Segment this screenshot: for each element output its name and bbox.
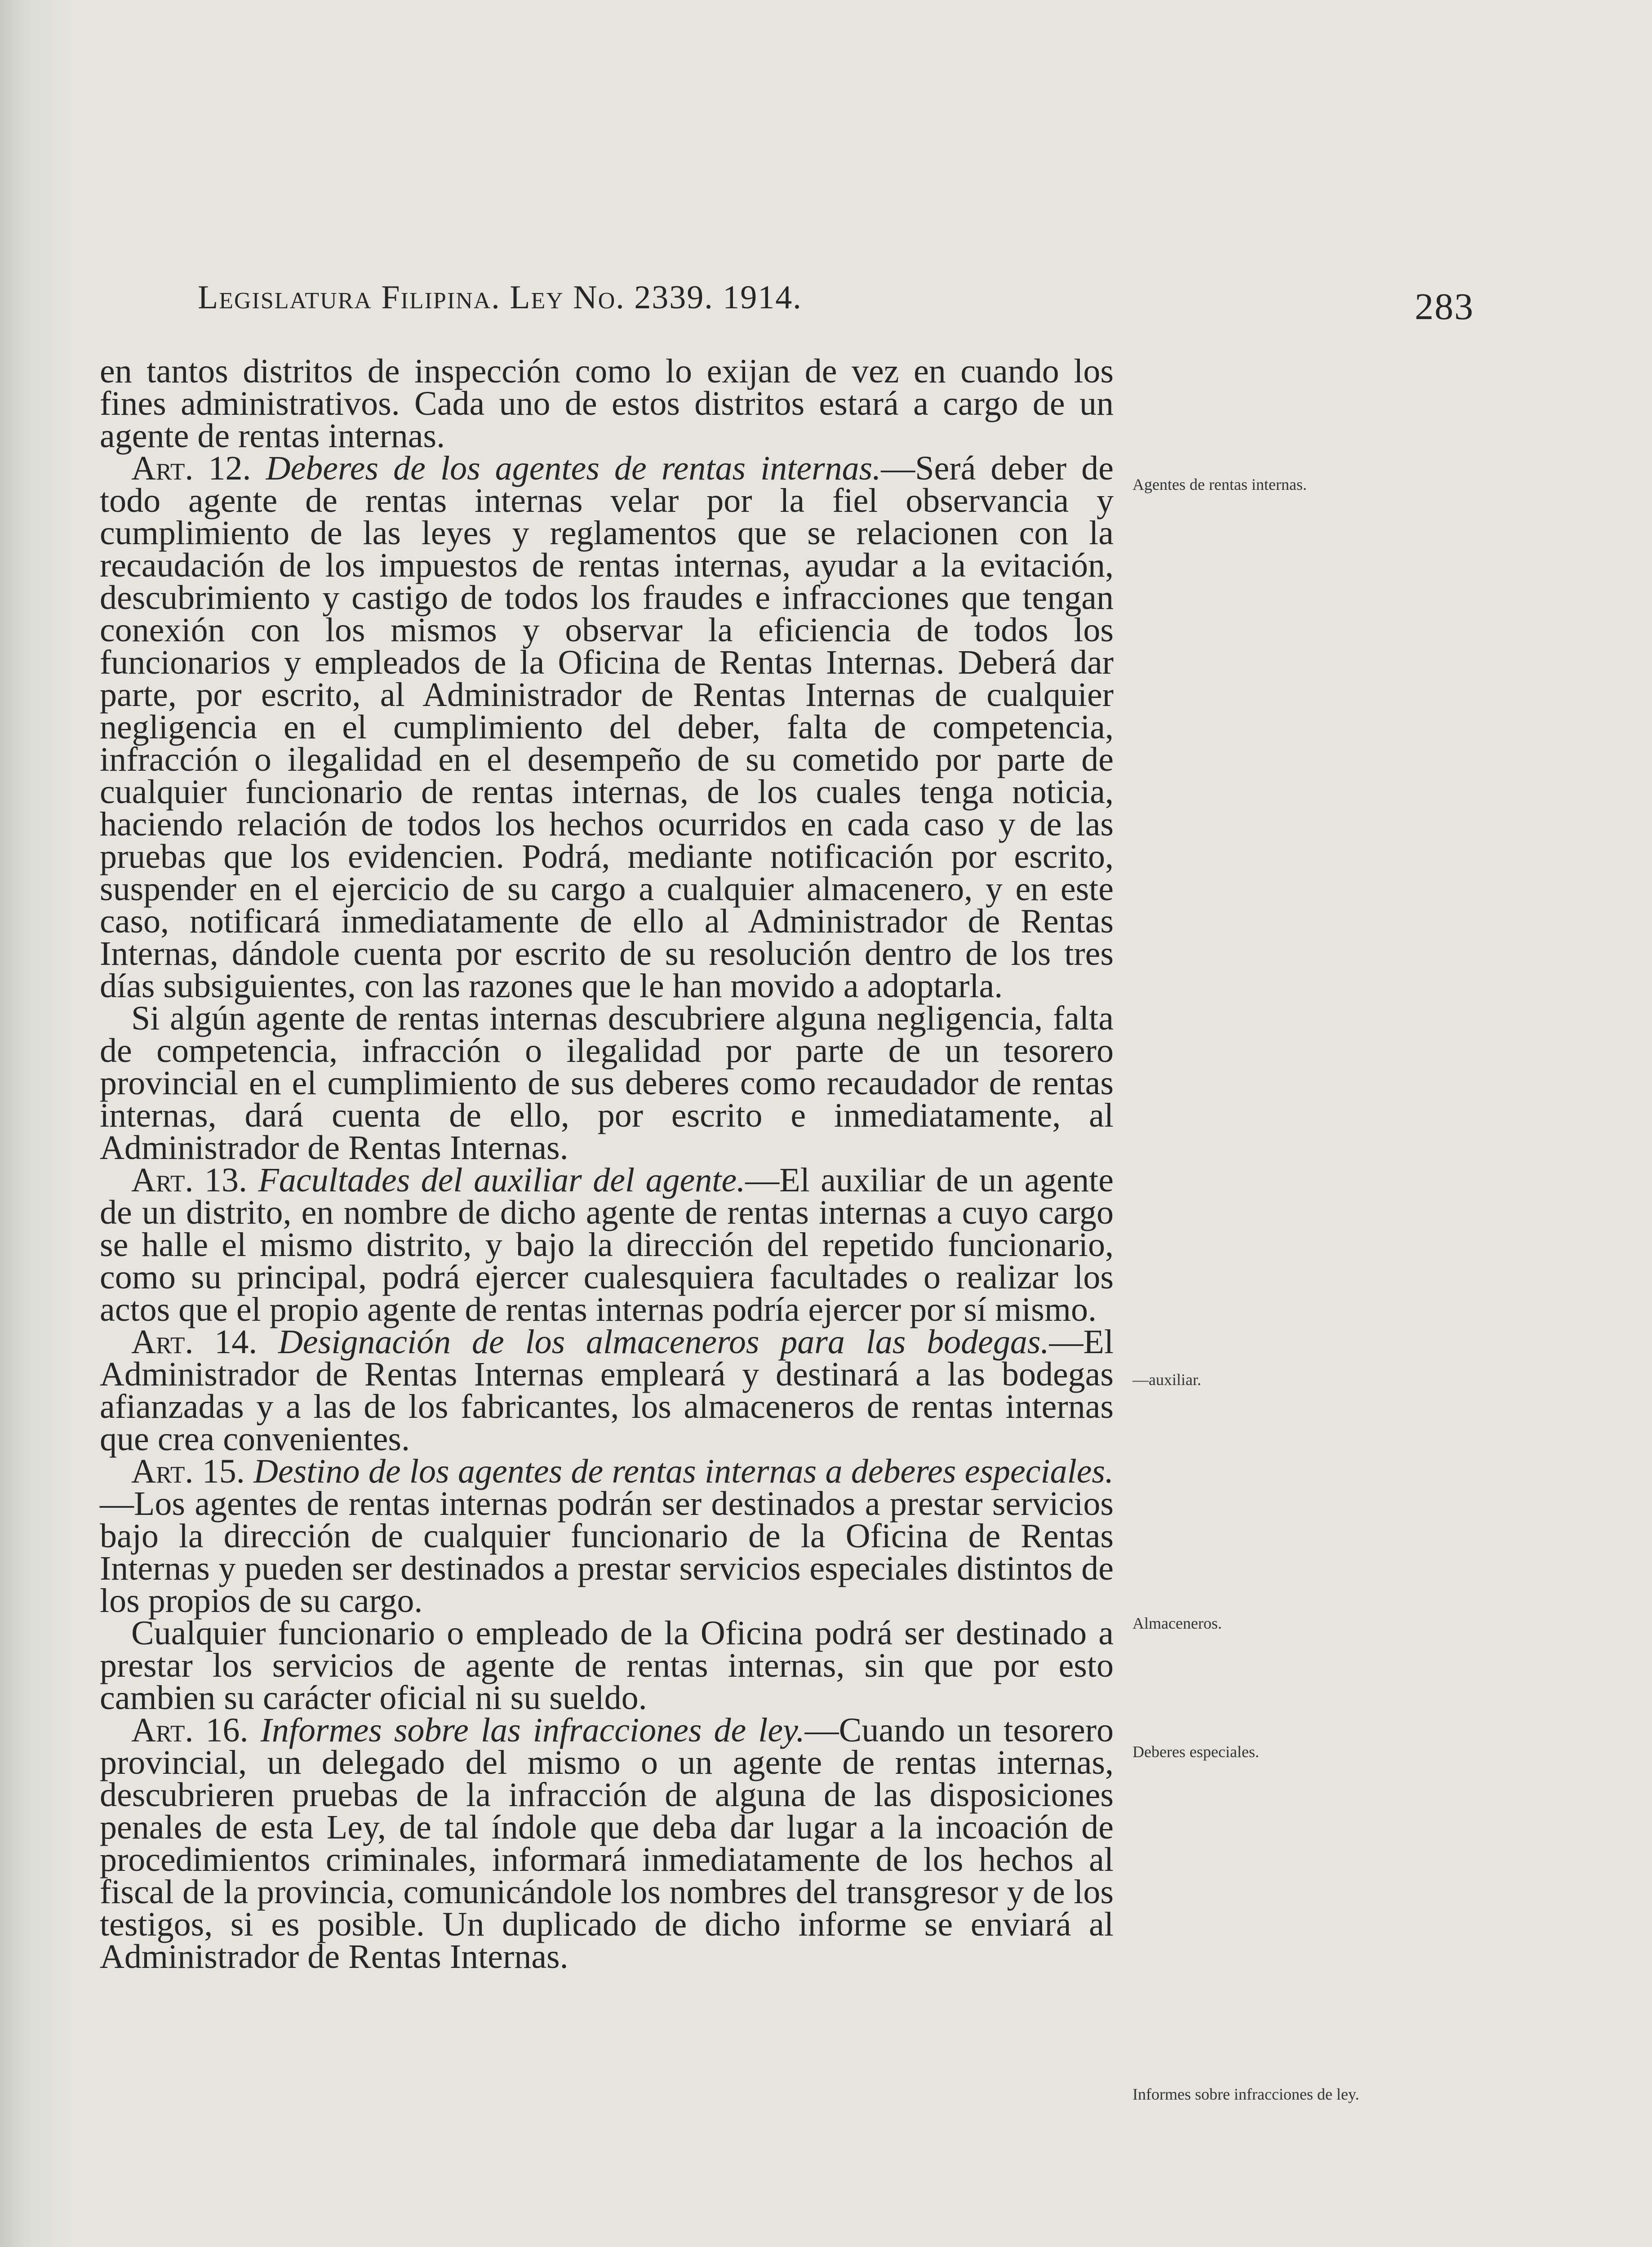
margin-note-informes: Informes sobre infracciones de ley. [1132,2085,1359,2103]
margin-note-auxiliar: —auxiliar. [1132,1371,1201,1389]
article-text: —Los agentes de rentas internas podrán ser destinados a prestar servicios bajo la dirección de cualquier funcionario de la Oficina de Rentas Internas y pueden ser destinados a prestar servicios especiales distintos de los propios de su cargo. [100,1485,1114,1620]
paragraph [100,1614,1114,1717]
body-text [100,352,1114,1976]
article-13 [100,1161,1114,1328]
article-label: Art. 14. [131,1323,258,1361]
article-text: —El Administrador de Rentas Internas empleará y destinará a las bodegas afianzadas y a las de los fabricantes, los almaceneros de rentas internas que crea convenientes. [100,1323,1114,1458]
article-label: Art. 16. [131,1711,249,1749]
article-title: Deberes de los agentes de rentas internas. [266,449,881,487]
margin-note-almaceneros: Almaceneros. [1132,1614,1222,1632]
article-label: Art. 15. [131,1452,245,1490]
article-15 [100,1452,1114,1620]
article-title: Designación de los almaceneros para las bodegas. [278,1323,1049,1361]
paragraph-text: Cualquier funcionario o empleado de la Oficina podrá ser destinado a prestar los servicios de agente de rentas internas, sin que por esto cambien su carácter oficial ni su sueldo. [100,1614,1114,1717]
page-header [198,279,1474,328]
article-14 [100,1323,1114,1458]
paragraph-text: en tantos distritos de inspección como lo exijan de vez en cuando los fines administrativos. Cada uno de estos distritos estará a cargo de un agente de rentas internas. [100,352,1114,455]
paragraph [100,999,1114,1167]
article-text: —Cuando un tesorero provincial, un delegado del mismo o un agente de rentas internas, descubrieren pruebas de la infracción de alguna de las disposiciones penales de esta Ley, de tal índole que deba dar lugar a la incoación de procedimientos criminales, informará inmediatamente de los hechos al fiscal de la provincia, comunicándole los nombres del transgresor y de los testigos, si es posible. Un duplicado de dicho informe se enviará al Administrador de Rentas Internas. [100,1711,1114,1976]
article-title: Informes sobre las infracciones de ley. [260,1711,805,1749]
article-text: —Será deber de todo agente de rentas internas velar por la fiel observancia y cumplimiento de las leyes y reglamentos que se relacionen con la recaudación de los impuestos de rentas internas, ayudar a la evitación, descubrimiento y castigo de todos los fraudes e infracciones que tengan conexión con los mismos y observar la eficiencia de todos los funcionarios y empleados de la Oficina de Rentas Internas. Deberá dar parte, por escrito, al Administrador de Rentas Internas de cualquier negligencia en el cumplimiento del deber, falta de competencia, infracción o ilegalidad en el desempeño de su cometido por parte de cualquier funcionario de rentas internas, de los cuales tenga noticia, haciendo relación de todos los hechos ocurridos en cada caso y de las pruebas que los evidencien. Podrá, mediante notificación por escrito, suspender en el ejercicio de su cargo a cualquier almacenero, y en este caso, notificará inmediatamente de ello al Administrador de Rentas Internas, dándole cuenta por escrito de su resolución dentro de los tres días subsiguientes, con las razones que le han movido a adoptarla. [100,449,1114,1005]
paragraph-text: Si algún agente de rentas internas descubriere alguna negligencia, falta de competencia, infracción o ilegalidad por parte de un tesorero provincial en el cumplimiento de sus deberes como recaudador de rentas internas, dará cuenta de ello, por escrito e inmediatamente, al Administrador de Rentas Internas. [100,999,1114,1167]
article-label: Art. 12. [131,449,251,487]
margin-note-deberes-especiales: Deberes especiales. [1132,1743,1259,1761]
article-12 [100,449,1114,1005]
article-title: Destino de los agentes de rentas internas a deberes especiales. [253,1452,1114,1490]
article-title: Facultades del auxiliar del agente. [258,1161,746,1199]
running-title: Legislatura Filipina. Ley No. 2339. 1914. [198,279,802,316]
article-16 [100,1711,1114,1976]
article-label: Art. 13. [131,1161,247,1199]
article-text: —El auxiliar de un agente de un distrito, en nombre de dicho agente de rentas internas a cuyo cargo se halle el mismo distrito, y bajo la dirección del repetido funcionario, como su principal, podrá ejercer cualesquiera facultades o realizar los actos que el propio agente de rentas internas podría ejercer por sí mismo. [100,1161,1114,1328]
margin-note-agentes: Agentes de rentas internas. [1132,475,1307,493]
page-number: 283 [1415,286,1474,328]
paragraph-continuation [100,352,1114,455]
